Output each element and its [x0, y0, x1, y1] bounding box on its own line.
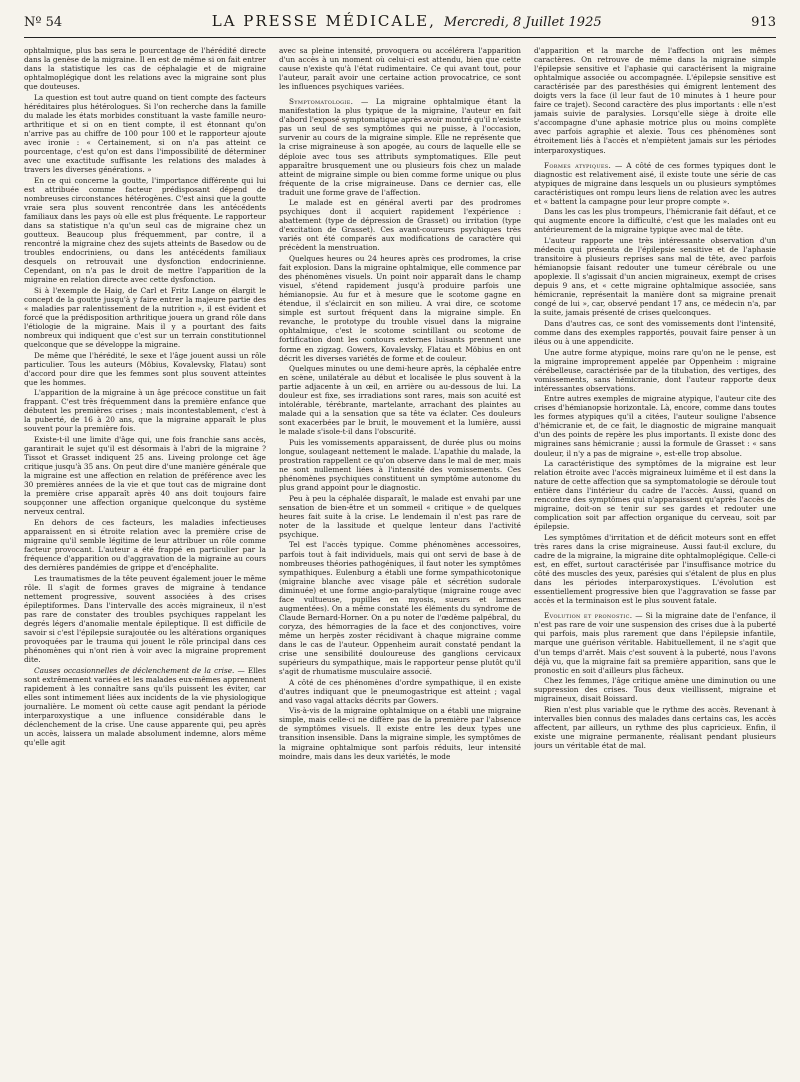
text-column-2	[279, 46, 521, 1072]
paragraph-text: La question est tout autre quand on tient compte des facteurs héréditaires plus hétérologues. Si l'on recherche dans la famille du malade les états morbides constituant la vaste famille neuro-arthritique et si on en tient compte, il est étonnant qu'on n'arrive pas au chiffre de 100 pour 100 et le rapporteur ajoute avec ironie : « Certainement, si on n'a pas atteint ce pourcentage, c'est qu'on est dans l'impossibilité de déterminer avec une exactitude suffisante les relations des malades à travers les diverses générations. »	[24, 92, 266, 175]
text-column-3	[534, 46, 776, 1072]
paragraph-text: En ce qui concerne la goutte, l'importance différente qui lui est attribuée comme facteur prédisposant dépend de nombreuses circonstances hétérogènes. C'est ainsi que la goutte vraie sera plus souvent rencontrée dans les antécédents familiaux dans les pays où elle est plus fréquente. Le rapporteur dans sa statistique n'a qu'un seul cas de migraine chez un goutteux. Beaucoup plus fréquemment, par contre, il a rencontré la migraine chez des sujets atteints de Basedow ou de troubles endocriniens, ou dans les antécédents familiaux desquels on retrouvait une dysfonction endocrinienne. Cependant, on n'a pas le droit de mettre l'apparition de la migraine en relation directe avec cette dysfonction.	[24, 175, 266, 285]
paragraph-text: Chez les femmes, l'âge critique amène une diminution ou une suppression des crises. Tous deux vieillissent, migraine et migraineux, disait Boissard.	[534, 676, 776, 704]
paragraph	[534, 207, 776, 234]
paragraph	[279, 364, 521, 436]
paragraph-text: Tel est l'accès typique. Comme phénomènes accessoires, parfois tout à fait individuels, mais qui ont servi de base à de nombreuses théories pathogéniques, il faut noter les symptômes sympathiques. Eulenburg a établi une forme sympathicotonique (migraine blanche avec visage pâle et sécrétion sudorale diminuée) et une forme angio-paralytique (migraine rouge avec face vultueuse, pupilles en myosis, sueurs et larmes augmentées). On a même constaté les éléments du syndrome de Claude Bernard-Horner. On a pu noter de l'œdème palpébral, du coryza, des hémorragies de la face et des conjonctives, voire même un herpès zoster récidivant à chaque migraine comme dans le cas de l'auteur. Oppenheim aurait constaté pendant la crise une sensibilité douloureuse des ganglions cervicaux supérieurs du sympathique, mais le rapporteur pense plutôt qu'il s'agit de rhumatisme musculaire associé.	[279, 540, 521, 677]
paragraph	[279, 438, 521, 492]
paragraph	[534, 676, 776, 703]
paragraph	[534, 236, 776, 317]
page-number: 913	[751, 15, 776, 30]
paragraph	[24, 351, 266, 387]
paragraph-text: L'auteur rapporte une très intéressante observation d'un médecin qui présenta de l'épilepsie sensitive et de l'aphasie transitoire à plusieurs reprises sans mal de tête, avec parfois hémianopsie faisant redouter une tumeur cérébrale ou une apoplexie. Il s'agissait d'un ancien migraineux, exempt de crises depuis 9 ans, et « cette migraine ophtalmique associée, sans hémicranie, représentait la manière dont sa migraine prenait congé de lui », car, observé pendant 17 ans, ce médecin n'a, par la suite, jamais présenté de crises quelconques.	[534, 235, 776, 318]
paragraph-text: A côté de ces phénomènes d'ordre sympathique, il en existe d'autres indiquant que le pneumogastrique est atteint ; vagal and vaso vagal attacks décrits par Gowers.	[279, 677, 521, 705]
paragraph	[534, 705, 776, 750]
paragraph	[279, 706, 521, 760]
paragraph-text: L'apparition de la migraine à un âge précoce constitue un fait frappant. C'est très fréquemment dans la première enfance que débutent les premières crises ; mais incontestablement, c'est à la puberté, de 16 à 20 ans, que la migraine apparaît le plus souvent pour la première fois.	[24, 388, 266, 434]
paragraph	[534, 348, 776, 393]
issue-date: Mercredi, 8 Juillet 1925	[443, 15, 602, 30]
paragraph-text: Rien n'est plus variable que le rythme des accès. Revenant à intervalles bien connus des malades dans certains cas, les accès affectent, par ailleurs, un rythme des plus capricieux. Enfin, il existe une migraine permanente, réalisant pendant plusieurs jours un véritable état de mal.	[534, 704, 776, 750]
paragraph-text: En dehors de ces facteurs, les maladies infectieuses apparaissent en si étroite relation avec la première crise de migraine qu'il semble légitime de leur attribuer un rôle comme facteur provocant. L'auteur a été frappé en particulier par la fréquence d'apparition ou d'aggravation de la migraine au cours des dernières pandémies de grippe et d'encéphalite.	[24, 517, 266, 573]
paragraph	[534, 319, 776, 346]
paragraph-text: De même que l'hérédité, le sexe et l'âge jouent aussi un rôle particulier. Tous les auteurs (Möbius, Kovalevsky, Flatau) sont d'accord pour dire que les femmes sont plus souvent atteintes que les hommes.	[24, 350, 266, 387]
paragraph-text: Quelques minutes ou une demi-heure après, la céphalée entre en scène, unilatérale au début et localisée le plus souvent à la partie adjacente à un œil, en arrière ou au-dessous de lui. La douleur est fixe, ses irradiations sont rares, mais son acuité est intolérable, térébrante, martelante, arrachant des plaintes au malade qui a la sensation que sa tête va éclater. Ces douleurs sont exacerbées par le bruit, le mouvement et la lumière, aussi le malade s'isole-t-il dans l'obscurité.	[279, 364, 521, 437]
paragraph	[24, 388, 266, 433]
paragraph-text: Quelques heures ou 24 heures après ces prodromes, la crise fait explosion. Dans la migraine ophtalmique, elle commence par des phénomènes visuels. Un point noir apparaît dans le champ visuel, s'étend rapidement jusqu'à produire parfois une hémianopsie. Au fur et à mesure que le scotome gagne en étendue, il s'éclaircit en son milieu. A vrai dire, ce scotome simple est surtout fréquent dans la migraine simple. En revanche, le prototype du trouble visuel dans la migraine ophtalmique, c'est le scotome scintillant ou scotome de fortification dont les contours externes luisants prennent une forme en zigzag. Gowers, Kovalevsky, Flatau et Möbius en ont décrit les diverses variétés de forme et de couleur.	[279, 254, 521, 363]
paragraph-text: Dans les cas les plus trompeurs, l'hémicranie fait défaut, et ce qui augmente encore la difficulté, c'est que les malades ont eu antérieurement de la migraine typique avec mal de tête.	[534, 207, 776, 235]
section-paragraph	[534, 611, 776, 674]
paragraph	[24, 286, 266, 349]
paragraph	[24, 176, 266, 285]
running-title	[212, 12, 602, 30]
paragraph-text: Dans d'autres cas, ce sont des vomissements dont l'intensité, comme dans des exemples rapportés, pouvait faire penser à un iléus ou à une appendicite.	[534, 318, 776, 346]
paragraph-text: — La migraine ophtalmique étant la manifestation la plus typique de la migraine, l'auteur en fait d'abord l'exposé symptomatique après avoir montré qu'il n'existe pas un seul de ses symptômes qui ne puisse, à l'occasion, survenir au cours de la migraine simple. Elle ne représente que la crise migraineuse à son apogée, au cours de laquelle elle se déploie avec tous ses attributs symptomatiques. Elle peut apparaître brusquement une ou plusieurs fois chez un malade atteint de migraine simple ou bien comme forme unique ou plus fréquente de la crise migraineuse. Dans ce dernier cas, elle traduit une forme grave de l'affection.	[279, 97, 521, 197]
paragraph	[534, 46, 776, 155]
section-heading: Symptomatologie.	[289, 97, 354, 107]
paragraph-text: — Si la migraine date de l'enfance, il n'est pas rare de voir une suspension des crises due à la puberté qui parfois, mais plus rarement que dans l'épilepsie infantile, marque une guérison véritable. Habituellement, il ne s'agit que d'un temps d'arrêt. Mais c'est souvent à la puberté, nous l'avons déjà vu, que la migraine fait sa première apparition, sans que le pronostic en soit d'ailleurs plus fâcheux.	[534, 611, 776, 675]
paragraph	[534, 459, 776, 531]
paragraph-text: — A côté de ces formes typiques dont le diagnostic est relativement aisé, il existe toute une série de cas atypiques de migraine dans lesquels un ou plusieurs symptômes caractéristiques ont rompu leurs liens de relation avec les autres et « battent la campagne pour leur propre compte ».	[534, 160, 776, 206]
journal-title: LA PRESSE MÉDICALE,	[211, 12, 436, 30]
paragraph-text: Entre autres exemples de migraine atypique, l'auteur cite des crises d'hémianopsie horizontale. Là, encore, comme dans toutes les formes atypiques qu'il a citées, l'auteur souligne l'absence d'hémicranie et, de ce fait, le diagnostic de migraine manquait d'un des points de repère les plus importants. Il existe donc des migraines sans hémicranie ; aussi la formule de Grasset : « sans douleur, il n'y a pas de migraine », est-elle trop absolue.	[534, 394, 776, 458]
paragraph-text: — Elles sont extrêmement variées et les malades eux-mêmes apprennent rapidement à les connaître sans qu'ils puissent les éviter, car elles sont intimement liées aux incidents de la vie physiologique journalière. Le moment où cette cause agit pendant la période interparoxystique a une influence considérable dans le déclenchement de la crise. Une cause apparente qui, peu après un accès, laissera un malade absolument indemne, alors même qu'elle agit	[24, 665, 266, 748]
section-heading: Formes atypiques.	[544, 160, 612, 170]
section-heading: Evolution et pronostic.	[544, 611, 633, 621]
paragraph	[24, 93, 266, 174]
paragraph	[279, 46, 521, 91]
paragraph-text: avec sa pleine intensité, provoquera ou accélérera l'apparition d'un accès à un moment où celui-ci est attendu, bien que cette cause n'existe qu'à l'état rudimentaire. Ce qui avant tout, pour l'auteur, paraît avoir une certaine action provocatrice, ce sont les influences psychiques variées.	[279, 46, 521, 92]
paragraph-text: Peu à peu la céphalée disparaît, le malade est envahi par une sensation de bien-être et un sommeil « critique » de quelques heures fait suite à la crise. Le lendemain il n'est pas rare de noter de la lassitude et quelque lenteur dans l'activité psychique.	[279, 493, 521, 539]
paragraph	[279, 678, 521, 705]
issue-number: Nº 54	[24, 15, 63, 30]
section-heading: Causes occasionnelles de déclenchement de la crise.	[34, 665, 235, 675]
section-paragraph	[279, 97, 521, 197]
paragraph	[279, 254, 521, 363]
section-paragraph	[24, 666, 266, 747]
paragraph	[279, 198, 521, 252]
paragraph-text: La caractéristique des symptômes de la migraine est leur relation étroite avec l'accès migraineux luimême et il est dans la nature de cette affection que sa symptomatologie se déroule tout entière dans l'intérieur du cadre de l'accès. Aussi, quand on rencontre des symptômes qui n'apparaissent qu'après l'accès de migraine, doit-on se tenir sur ses gardes et redouter une complication soit par affection organique du cerveau, soit par épilepsie.	[534, 459, 776, 532]
paragraph-text: Les symptômes d'irritation et de déficit moteurs sont en effet très rares dans la crise migraineuse. Aussi faut-il exclure, du cadre de la migraine, la migraine dite ophtalmoplégique. Celle-ci est, en effet, surtout caractérisée par l'insuffisance motrice du côté des muscles des yeux, parésies qui s'étalent de plus en plus dans les périodes interparoxystiques. L'évolution est essentiellement progressive bien que l'aggravation se fasse par accès et la terminaison est le plus souvent fatale.	[534, 532, 776, 606]
text-column-1	[24, 46, 266, 1072]
paragraph	[279, 540, 521, 676]
paragraph-text: Les traumatismes de la tête peuvent également jouer le même rôle. Il s'agit de formes graves de migraine à tendance nettement progressive, souvent associées à des crises épileptiformes. Dans l'intervalle des accès migraineux, il n'est pas rare de constater des troubles psychiques rappelant les degrés légers d'anomalie mentale épileptique. Il est difficile de savoir si c'est l'épilepsie surajoutée ou les altérations organiques provoquées par le trauma qui jouent le rôle principal dans ces phénomènes qui n'ont rien à voir avec la migraine proprement dite.	[24, 573, 266, 665]
page-header	[24, 12, 776, 38]
section-paragraph	[534, 161, 776, 206]
paragraph-text: Puis les vomissements apparaissent, de durée plus ou moins longue, soulageant nettement le malade. L'apathie du malade, la prostration rappellent ce qu'on observe dans le mal de mer, mais ne sont nullement liées à l'intensité des vomissements. Ces phénomènes psychiques constituent un symptôme autonome du plus grand appoint pour le diagnostic.	[279, 437, 521, 493]
paragraph	[24, 46, 266, 91]
paragraph-text: Si à l'exemple de Haig, de Carl et Fritz Lange on élargit le concept de la goutte jusqu'à y faire entrer la majeure partie des « maladies par ralentissement de la nutrition », il est évident et forcé que la prédisposition arthritique jouera un grand rôle dans l'étiologie de la migraine. Mais il y a pourtant des faits nombreux qui indiquent que c'est sur un terrain constitutionnel quelconque que se développe la migraine.	[24, 285, 266, 349]
paragraph	[24, 574, 266, 664]
paragraph	[24, 435, 266, 516]
paragraph-text: Une autre forme atypique, moins rare qu'on ne le pense, est la migraine improprement appelée par Oppenheim : migraine cérébelleuse, caractérisée par de la titubation, des vertiges, des vomissements, sans hémicranie, dont l'auteur rapporte deux intéressantes observations.	[534, 347, 776, 393]
paragraph	[24, 518, 266, 572]
paragraph-text: d'apparition et la marche de l'affection ont les mêmes caractères. On retrouve de même dans la migraine simple l'épilepsie sensitive et l'aphasie qui caractérisent la migraine ophtalmique associée ou accompagnée. L'épilepsie sensitive est caractérisée par des paresthésies qui émigrent lentement des doigts vers la face (il leur faut de 10 minutes à 1 heure pour faire ce trajet). Second caractère des plus importants : elle n'est jamais suivie de paralysies. Lorsqu'elle siège à droite elle s'accompagne d'une aphasie motrice plus ou moins complète avec parfois agraphie et alexie. Tous ces phénomènes sont étroitement liés à l'accès et n'empiètent jamais sur les périodes interparoxystiques.	[534, 46, 776, 155]
article-body	[24, 46, 776, 1072]
paragraph-text: Vis-à-vis de la migraine ophtalmique on a établi une migraine simple, mais celle-ci ne diffère pas de la première par l'absence de symptômes visuels. Il existe entre les deux types une transition insensible. Dans la migraine simple, les symptômes de la migraine ophtalmique sont parfois réduits, leur intensité moindre, mais dans les deux variétés, le mode	[279, 706, 521, 761]
paragraph	[534, 394, 776, 457]
paragraph	[534, 533, 776, 605]
paragraph-text: Le malade est en général averti par des prodromes psychiques dont il acquiert rapidement l'expérience : abattement (type de dépression de Grasset) ou irritation (type d'excitation de Grasset). Ces avant-coureurs psychiques très variés ont été comparés aux modifications de caractère qui précèdent la menstruation.	[279, 198, 521, 253]
paragraph-text: Existe-t-il une limite d'âge qui, une fois franchie sans accès, garantirait le sujet qu'il est désormais à l'abri de la migraine ? Tissot et Grasset indiquent 25 ans. Liveing prolonge cet âge critique jusqu'à 35 ans. On peut dire d'une manière générale que la migraine est une affection en relation de préférence avec les 30 premières années de la vie et que tout cas de migraine dont la première crise apparaît après 40 ans doit toujours faire soupçonner une affection organique quelconque du système nerveux central.	[24, 434, 266, 517]
paragraph	[279, 494, 521, 539]
paragraph-text: ophtalmique, plus bas sera le pourcentage de l'hérédité directe dans la genèse de la migraine. Il en est de même si on fait entrer dans la statistique les cas de céphalagie et de migraine ophtalmoplégique dont les relations avec la migraine sont plus que douteuses.	[24, 46, 266, 92]
